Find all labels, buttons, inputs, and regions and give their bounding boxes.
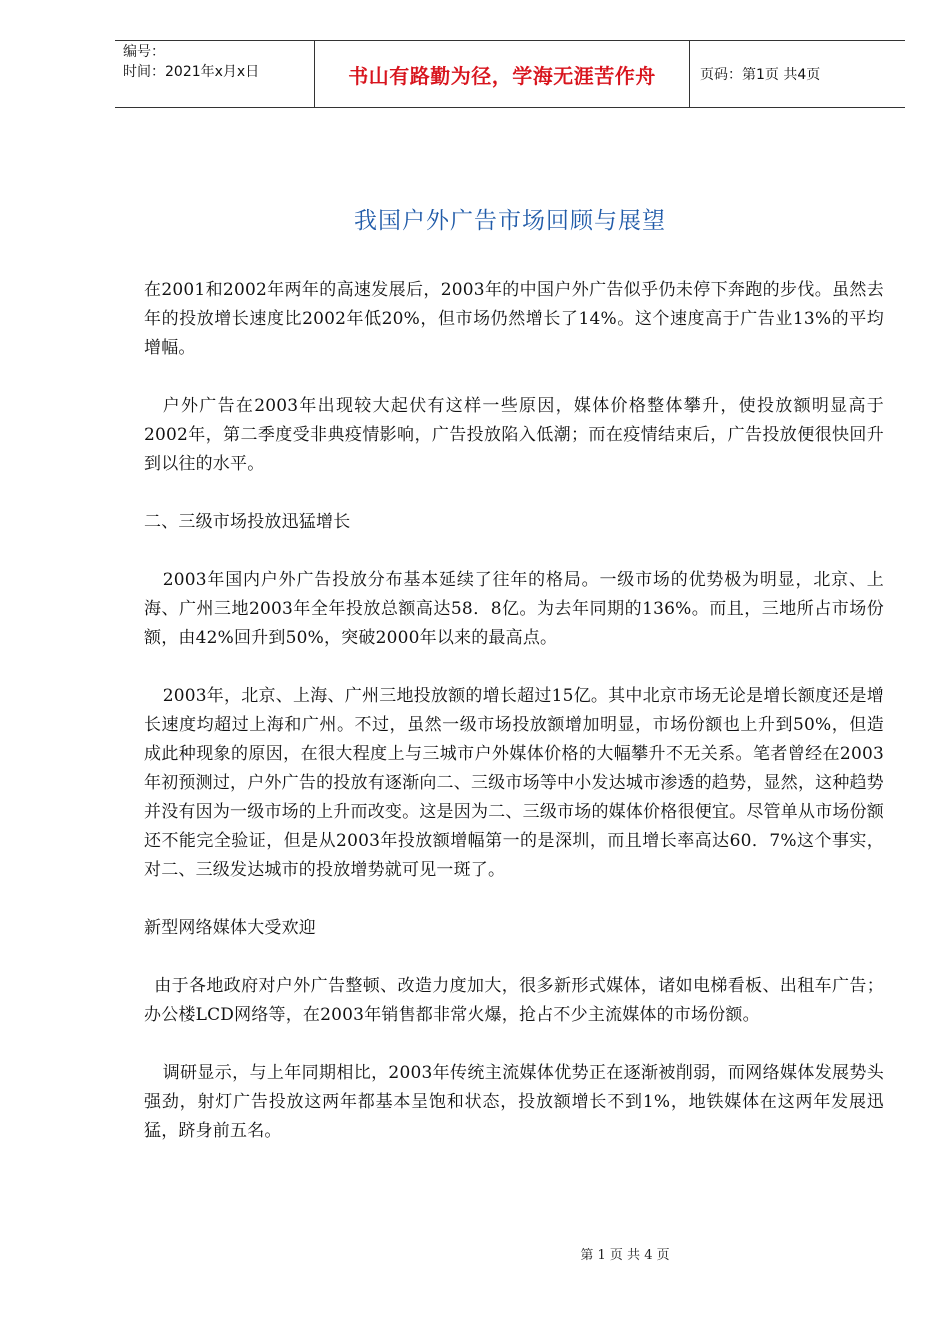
document-body (144, 276, 884, 1175)
doc-time-label: 时间：2021年x月x日 (123, 64, 260, 80)
paragraph: 调研显示，与上年同期相比，2003年传统主流媒体优势正在逐渐被削弱，而网络媒体发展势头强劲，射灯广告投放这两年都基本呈饱和状态，投放额增长不到1%，地铁媒体在这两年发展迅猛，跻身前五名。 (144, 1063, 884, 1141)
page-footer (0, 1244, 950, 1263)
section-heading: 二、三级市场投放迅猛增长 (144, 512, 351, 532)
header-motto: 书山有路勤为径，学海无涯苦作舟 (315, 41, 690, 107)
paragraph: 由于各地政府对户外广告整顿、改造力度加大，很多新形式媒体，诸如电梯看板、出租车广告；办公楼LCD网络等，在2003年销售都非常火爆，抢占不少主流媒体的市场份额。 (144, 976, 884, 1025)
header-meta (115, 41, 315, 107)
document-title: 我国户外广告市场回顾与展望 (354, 208, 666, 234)
paragraph: 在2001和2002年两年的高速发展后，2003年的中国户外广告似乎仍未停下奔跑的步伐。虽然去年的投放增长速度比2002年低20%，但市场仍然增长了14%。这个速度高于广告业13%的平均增幅。 (144, 280, 884, 358)
header-page-info: 页码：第1页 共4页 (700, 67, 821, 83)
doc-number-label: 编号： (123, 44, 165, 60)
page-header (115, 40, 905, 108)
footer-page-number: 第 1 页 共 4 页 (580, 1248, 670, 1263)
section-heading: 新型网络媒体大受欢迎 (144, 918, 316, 938)
paragraph: 2003年国内户外广告投放分布基本延续了往年的格局。一级市场的优势极为明显，北京、上海、广州三地2003年全年投放总额高达58．8亿。为去年同期的136%。而且，三地所占市场份额，由42%回升到50%，突破2000年以来的最高点。 (144, 570, 884, 648)
paragraph: 2003年，北京、上海、广州三地投放额的增长超过15亿。其中北京市场无论是增长额度还是增长速度均超过上海和广州。不过，虽然一级市场投放额增加明显，市场份额也上升到50%，但造成此种现象的原因，在很大程度上与三城市户外媒体价格的大幅攀升不无关系。笔者曾经在2003年初预测过，户外广告的投放有逐渐向二、三级市场等中小发达城市渗透的趋势，显然，这种趋势并没有因为一级市场的上升而改变。这是因为二、三级市场的媒体价格很便宜。尽管单从市场份额还不能完全验证，但是从2003年投放额增幅第一的是深圳，而且增长率高达60．7%这个事实，对二、三级发达城市的投放增势就可见一斑了。 (144, 686, 884, 880)
paragraph: 户外广告在2003年出现较大起伏有这样一些原因，媒体价格整体攀升，使投放额明显高于2002年，第二季度受非典疫情影响，广告投放陷入低潮；而在疫情结束后，广告投放便很快回升到以往的水平。 (144, 396, 884, 474)
